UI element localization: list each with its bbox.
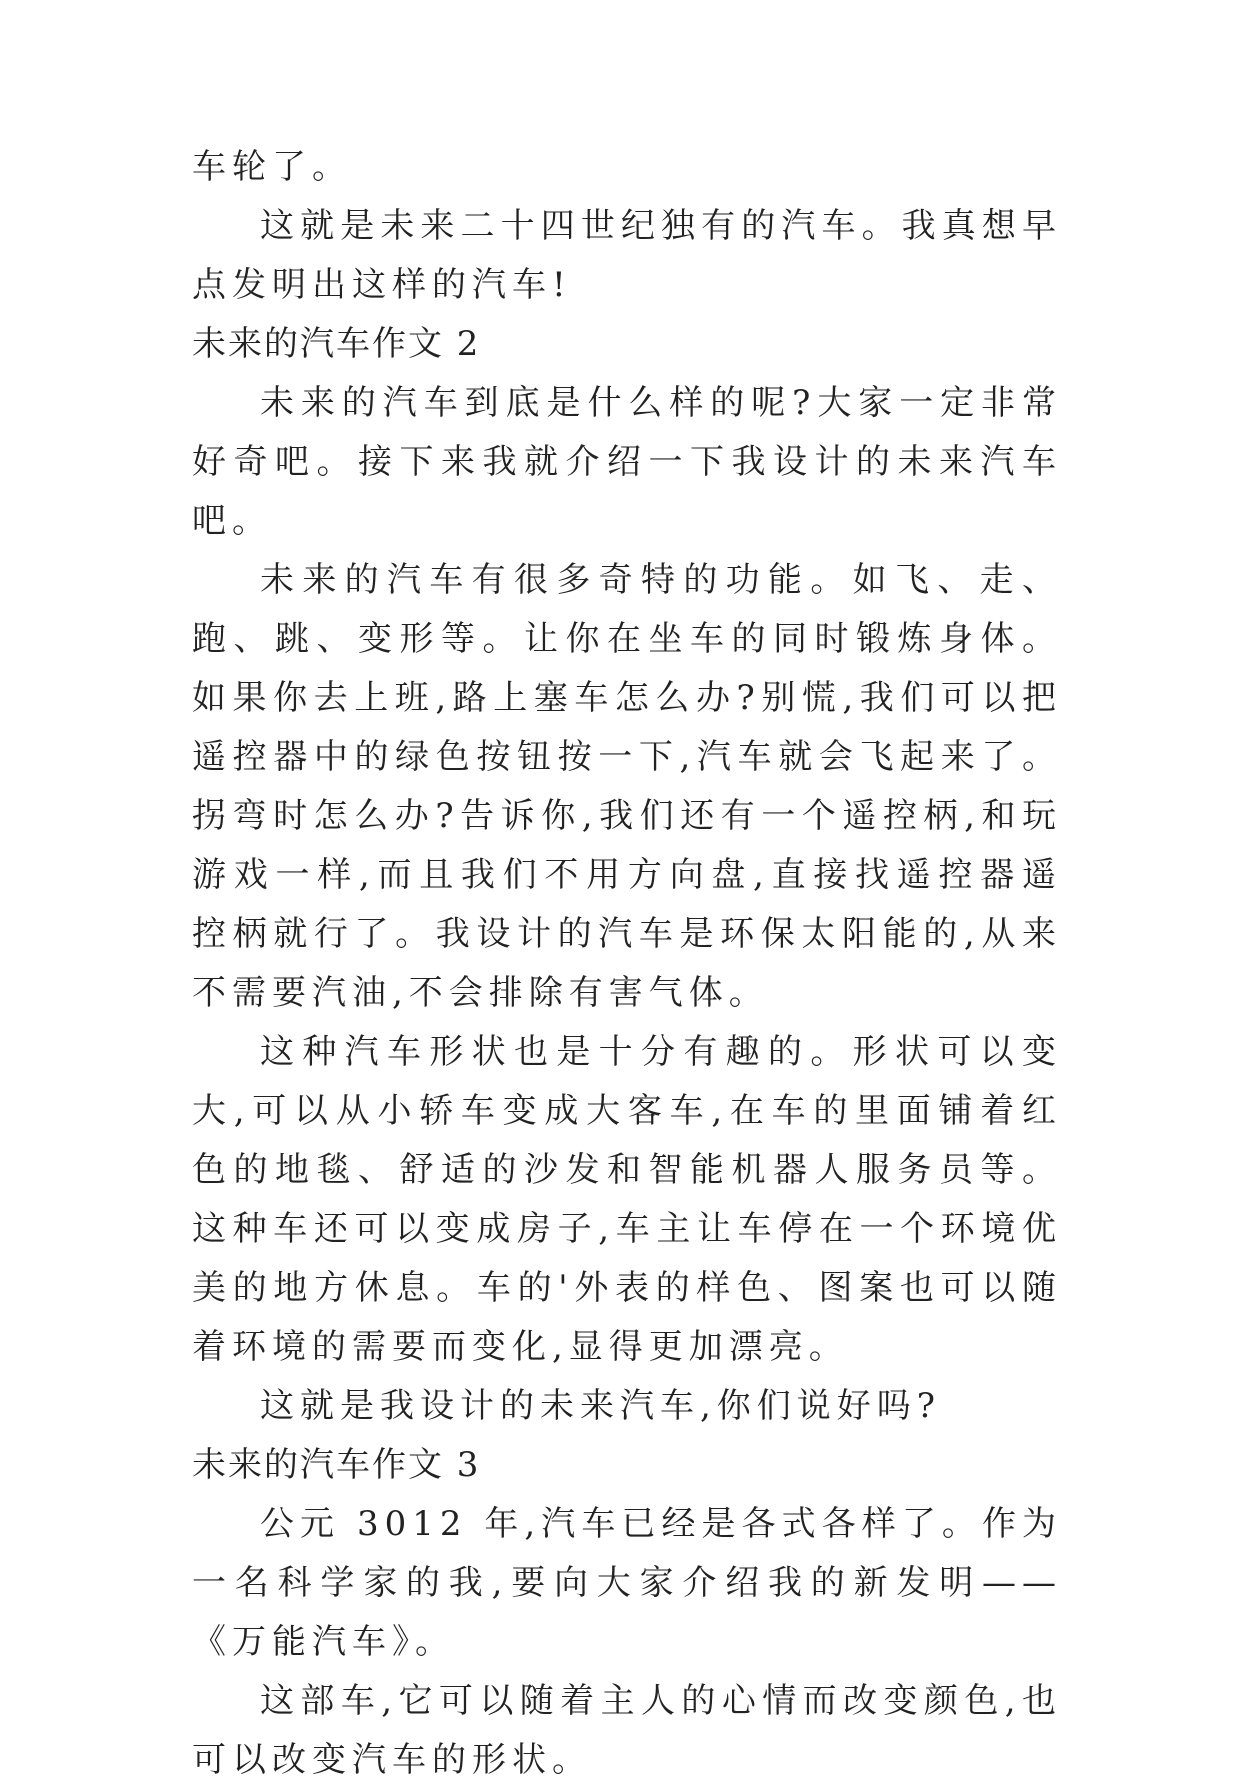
paragraph: 车轮了。 [192,147,352,187]
section-heading: 未来的汽车作文 3 [192,1445,481,1485]
paragraph: 这就是我设计的未来汽车,你们说好吗? [260,1386,942,1426]
paragraph: 这就是未来二十四世纪独有的汽车。我真想早点发明出这样的汽车! [192,206,1062,305]
paragraph: 公元 3012 年,汽车已经是各式各样了。作为一名科学家的我,要向大家介绍我的新发明——《万能汽车》。 [192,1504,1062,1662]
document-page [192,138,1062,1790]
paragraph: 这种汽车形状也是十分有趣的。形状可以变大,可以从小轿车变成大客车,在车的里面铺着红色的地毯、舒适的沙发和智能机器人服务员等。这种车还可以变成房子,车主让车停在一个环境优美的地方休息。车的'外表的样色、图案也可以随着环境的需要而变化,显得更加漂亮。 [192,1032,1062,1367]
paragraph: 未来的汽车到底是什么样的呢?大家一定非常好奇吧。接下来我就介绍一下我设计的未来汽车吧。 [192,383,1062,541]
paragraph: 这部车,它可以随着主人的心情而改变颜色,也可以改变汽车的形状。 [192,1681,1062,1780]
section-heading: 未来的汽车作文 2 [192,324,481,364]
paragraph: 未来的汽车有很多奇特的功能。如飞、走、跑、跳、变形等。让你在坐车的同时锻炼身体。如果你去上班,路上塞车怎么办?别慌,我们可以把遥控器中的绿色按钮按一下,汽车就会飞起来了。拐弯时怎么办?告诉你,我们还有一个遥控柄,和玩游戏一样,而且我们不用方向盘,直接找遥控器遥控柄就行了。我设计的汽车是环保太阳能的,从来不需要汽油,不会排除有害气体。 [192,560,1062,1013]
